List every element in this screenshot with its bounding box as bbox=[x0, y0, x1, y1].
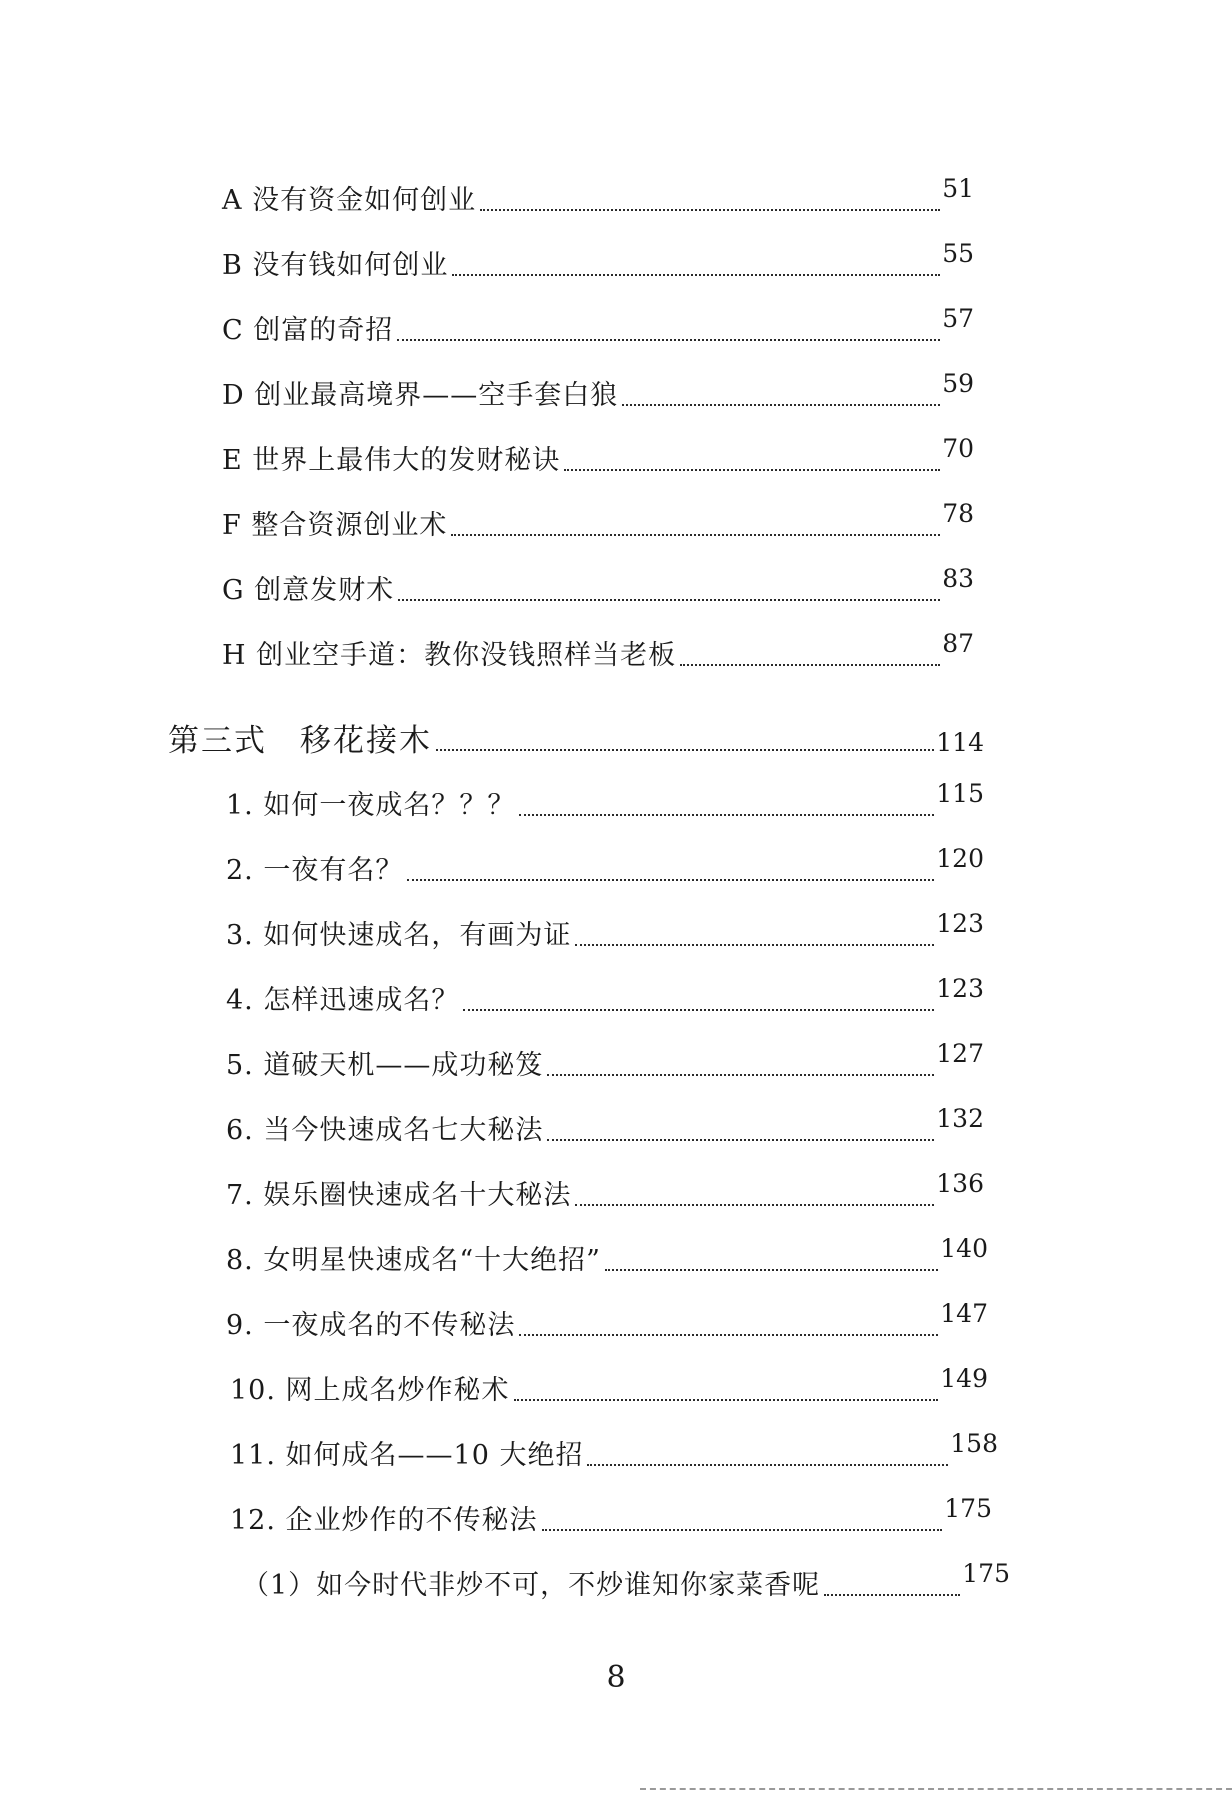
dot-leader bbox=[480, 209, 940, 211]
toc-subentry bbox=[242, 1559, 1010, 1602]
dot-leader bbox=[605, 1269, 938, 1271]
toc-entry bbox=[226, 1299, 988, 1342]
toc-entry bbox=[226, 1169, 984, 1212]
toc-entry-page: 123 bbox=[936, 909, 984, 938]
dot-leader bbox=[564, 469, 940, 471]
toc-entry-page: 127 bbox=[936, 1039, 984, 1068]
dot-leader bbox=[452, 274, 940, 276]
toc-entry-title: 1. 如何一夜成名？？？ bbox=[226, 790, 516, 821]
toc-entry bbox=[222, 629, 974, 672]
toc-entry-page: 175 bbox=[962, 1559, 1010, 1588]
toc-entry bbox=[222, 174, 974, 217]
dot-leader bbox=[547, 1139, 934, 1141]
toc-entry-title: 4. 怎样迅速成名？ bbox=[226, 985, 460, 1016]
toc-entry-title: C 创富的奇招 bbox=[222, 315, 394, 346]
toc-entry-page: 115 bbox=[936, 779, 984, 808]
toc-entry-page: 114 bbox=[936, 728, 984, 757]
toc-entry bbox=[230, 1364, 988, 1407]
toc-entry-title: 9. 一夜成名的不传秘法 bbox=[226, 1310, 516, 1341]
toc-entry-page: 140 bbox=[940, 1234, 988, 1263]
toc-entry bbox=[226, 1234, 988, 1277]
dot-leader bbox=[622, 404, 940, 406]
toc-entry-page: 70 bbox=[942, 434, 974, 463]
toc-entry-title: 5. 道破天机——成功秘笈 bbox=[226, 1050, 544, 1081]
toc-entry-page: 83 bbox=[942, 564, 974, 593]
dot-leader bbox=[463, 1009, 934, 1011]
toc-entry-page: 175 bbox=[944, 1494, 992, 1523]
toc-entry-title: （1）如今时代非炒不可，不炒谁知你家菜香呢 bbox=[242, 1570, 821, 1601]
toc-entry bbox=[226, 1039, 984, 1082]
toc-entry bbox=[226, 844, 984, 887]
toc-entry bbox=[222, 369, 974, 412]
toc-entry-title: E 世界上最伟大的发财秘诀 bbox=[222, 445, 561, 476]
toc-entry-title: A 没有资金如何创业 bbox=[222, 185, 477, 216]
toc-entry-title: G 创意发财术 bbox=[222, 575, 395, 606]
dot-leader bbox=[436, 749, 934, 751]
toc-entry-title: 7. 娱乐圈快速成名十大秘法 bbox=[226, 1180, 572, 1211]
dot-leader bbox=[514, 1399, 939, 1401]
toc-entry-page: 158 bbox=[950, 1429, 998, 1458]
toc-entry bbox=[222, 304, 974, 347]
toc-chapter-entry bbox=[168, 717, 984, 757]
toc-entry bbox=[230, 1494, 992, 1537]
toc-entry-page: 59 bbox=[942, 369, 974, 398]
toc-entry-page: 51 bbox=[942, 174, 974, 203]
toc-entry-title: F 整合资源创业术 bbox=[222, 510, 448, 541]
toc-entry-page: 120 bbox=[936, 844, 984, 873]
toc-entry-title: 11. 如何成名——10 大绝招 bbox=[230, 1440, 584, 1471]
dot-leader bbox=[451, 534, 940, 536]
toc-entry-page: 136 bbox=[936, 1169, 984, 1198]
dot-leader bbox=[547, 1074, 934, 1076]
toc-entry-page: 57 bbox=[942, 304, 974, 333]
toc-entry-title: 8. 女明星快速成名“十大绝招” bbox=[226, 1245, 601, 1276]
dot-leader bbox=[397, 339, 940, 341]
toc-entry-title: 2. 一夜有名？ bbox=[226, 855, 404, 886]
toc-chapter-title: 第三式 移花接木 bbox=[168, 723, 432, 759]
dot-leader bbox=[680, 664, 940, 666]
dot-leader bbox=[519, 814, 934, 816]
dot-leader bbox=[398, 599, 940, 601]
toc-entry-page: 149 bbox=[940, 1364, 988, 1393]
toc-entry-title: 3. 如何快速成名，有画为证 bbox=[226, 920, 572, 951]
toc-entry bbox=[226, 974, 984, 1017]
dot-leader bbox=[575, 1204, 934, 1206]
toc-entry-page: 132 bbox=[936, 1104, 984, 1133]
toc-entry bbox=[222, 434, 974, 477]
toc-entry-page: 87 bbox=[942, 629, 974, 658]
scan-edge-line bbox=[640, 1788, 1232, 1790]
dot-leader bbox=[575, 944, 934, 946]
dot-leader bbox=[824, 1594, 960, 1596]
toc-entry-title: 6. 当今快速成名七大秘法 bbox=[226, 1115, 544, 1146]
page-number: 8 bbox=[606, 1660, 626, 1695]
toc-entry bbox=[226, 909, 984, 952]
toc-entry bbox=[230, 1429, 998, 1472]
toc-entry-title: B 没有钱如何创业 bbox=[222, 250, 449, 281]
dot-leader bbox=[519, 1334, 938, 1336]
toc-entry-title: H 创业空手道：教你没钱照样当老板 bbox=[222, 640, 677, 671]
toc-entry-title: 12. 企业炒作的不传秘法 bbox=[230, 1505, 538, 1536]
toc-entry-page: 55 bbox=[942, 239, 974, 268]
toc-entry bbox=[226, 1104, 984, 1147]
toc-entry bbox=[222, 499, 974, 542]
toc-entry-title: D 创业最高境界——空手套白狼 bbox=[222, 380, 619, 411]
toc-entry bbox=[226, 779, 984, 822]
toc-entry-title: 10. 网上成名炒作秘术 bbox=[230, 1375, 510, 1406]
toc-entry-page: 123 bbox=[936, 974, 984, 1003]
toc-entry bbox=[222, 564, 974, 607]
toc-entry bbox=[222, 239, 974, 282]
dot-leader bbox=[587, 1464, 948, 1466]
dot-leader bbox=[407, 879, 934, 881]
toc-entry-page: 78 bbox=[942, 499, 974, 528]
dot-leader bbox=[542, 1529, 943, 1531]
toc-entry-page: 147 bbox=[940, 1299, 988, 1328]
